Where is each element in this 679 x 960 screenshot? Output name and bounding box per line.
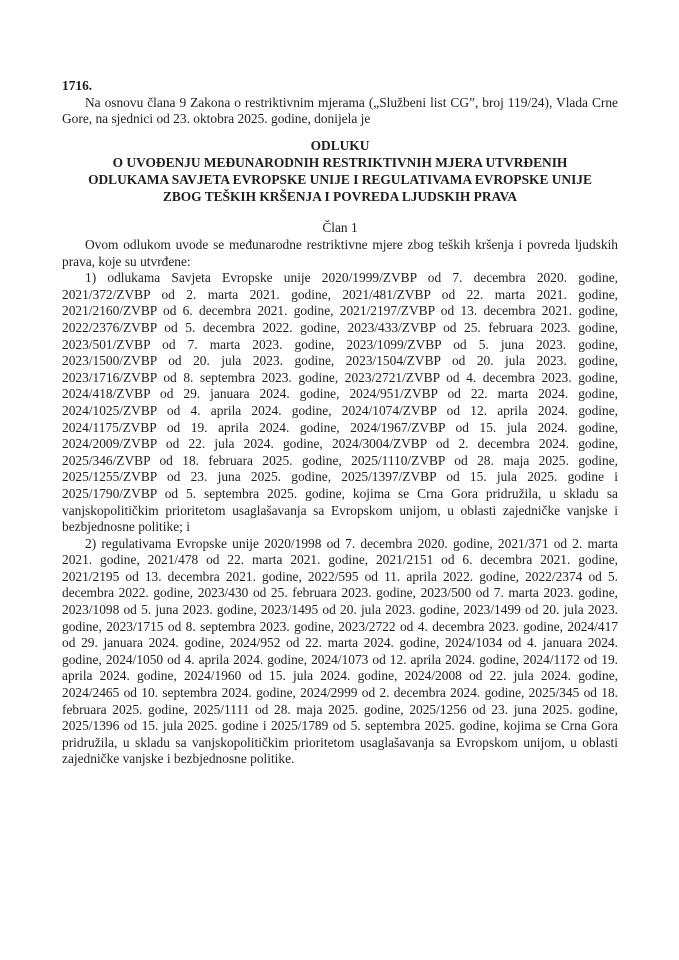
decision-title-line: ZBOG TEŠKIH KRŠENJA I POVREDA LJUDSKIH PRAVA bbox=[162, 188, 518, 204]
act-number: 1716. bbox=[62, 78, 93, 93]
decision-title-line: ODLUKAMA SAVJETA EVROPSKE UNIJE I REGULATIVAMA EVROPSKE UNIJE bbox=[88, 171, 592, 187]
decision-title-line: O UVOĐENJU MEĐUNARODNIH RESTRIKTIVNIH MJERA UTVRĐENIH bbox=[112, 154, 568, 170]
decision-title-kind: ODLUKU bbox=[310, 137, 370, 153]
list-item-paragraph: 1) odlukama Savjeta Evropske unije 2020/1999/ZVBP od 7. decembra 2020. godine, 2021/372/ZVBP od 2. marta 2021. godine, 2021/481/ZVBP od 22. marta 2021. godine, 2021/2160/ZVBP od 6. decembra 2021. godine, 2021/2197/ZVBP od 13. decembra 2021. godine, 2022/2376/ZVBP od 5. decembra 2022. godine, 2023/433/ZVBP od 25. februara 2023. godine, 2023/501/ZVBP od 7. marta 2023. godine, 2023/1099/ZVBP od 5. juna 2023. godine, 2023/1500/ZVBP od 20. jula 2023. godine, 2023/1504/ZVBP od 20. jula 2023. godine, 2023/1716/ZVBP od 8. septembra 2023. godine, 2023/2721/ZVBP od 4. decembra 2023. godine, 2024/418/ZVBP od 29. januara 2024. godine, 2024/951/ZVBP od 22. marta 2024. godine, 2024/1025/ZVBP od 4. aprila 2024. godine, 2024/1074/ZVBP od 12. aprila 2024. godine, 2024/1175/ZVBP od 19. aprila 2024. godine, 2024/1967/ZVBP od 15. jula 2024. godine, 2024/2009/ZVBP od 22. jula 2024. godine, 2024/3004/ZVBP od 2. decembra 2024. godine, 2025/346/ZVBP od 18. februara 2025. godine, 2025/1110/ZVBP od 28. maja 2025. godine, 2025/1255/ZVBP od 23. juna 2025. godine, 2025/1397/ZVBP od 15. jula 2025. godine i 2025/1790/ZVBP od 5. septembra 2025. godine, kojima se Crna Gora pridružila, u skladu sa vanjskopolitičkim prioritetom usaglašavanja sa Evropskom unijom, u oblasti zajedničke vanjske i bezbjednosne politike; i bbox=[62, 270, 618, 535]
list-item-paragraph: 2) regulativama Evropske unije 2020/1998 od 7. decembra 2020. godine, 2021/371 od 2. marta 2021. godine, 2021/478 od 22. marta 2021. godine, 2021/2151 od 6. decembra 2021. godine, 2021/2195 od 13. decembra 2021. godine, 2022/595 od 11. aprila 2022. godine, 2022/2374 od 5. decembra 2022. godine, 2023/430 od 25. februara 2023. godine, 2023/500 od 7. marta 2023. godine, 2023/1098 od 5. juna 2023. godine, 2023/1495 od 20. jula 2023. godine, 2023/1499 od 20. jula 2023. godine, 2023/1715 od 8. septembra 2023. godine, 2023/2722 od 4. decembra 2023. godine, 2024/417 od 29. januara 2024. godine, 2024/952 od 22. marta 2024. godine, 2024/1034 od 4. januara 2024. godine, 2024/1050 od 4. aprila 2024. godine, 2024/1073 od 12. aprila 2024. godine, 2024/1172 od 19. aprila 2024. godine, 2024/1960 od 15. jula 2024. godine, 2024/2008 od 22. jula 2024. godine, 2024/2465 od 10. septembra 2024. godine, 2024/2999 od 2. decembra 2024. godine, 2025/345 od 18. februara 2025. godine, 2025/1111 od 28. maja 2025. godine, 2025/1256 od 23. juna 2025. godine, 2025/1396 od 15. jula 2025. godine i 2025/1789 od 5. septembra 2025. godine, kojima se Crna Gora pridružila, u skladu sa vanjskopolitičkim prioritetom usaglašavanja sa Evropskom unijom, u oblasti zajedničke vanjske i bezbjednosne politike. bbox=[62, 535, 618, 767]
preamble-paragraph: Na osnovu člana 9 Zakona o restriktivnim mjerama („Službeni list CG”, broj 119/24), Vlada Crne Gore, na sjednici od 23. oktobra 2025. godine, donijela je bbox=[62, 94, 618, 127]
decision-title bbox=[62, 138, 618, 206]
article-intro-paragraph: Ovom odlukom uvode se međunarodne restriktivne mjere zbog teških kršenja i povreda ljudskih prava, koje su utvrđene: bbox=[62, 237, 618, 269]
article-heading: Član 1 bbox=[322, 220, 358, 236]
